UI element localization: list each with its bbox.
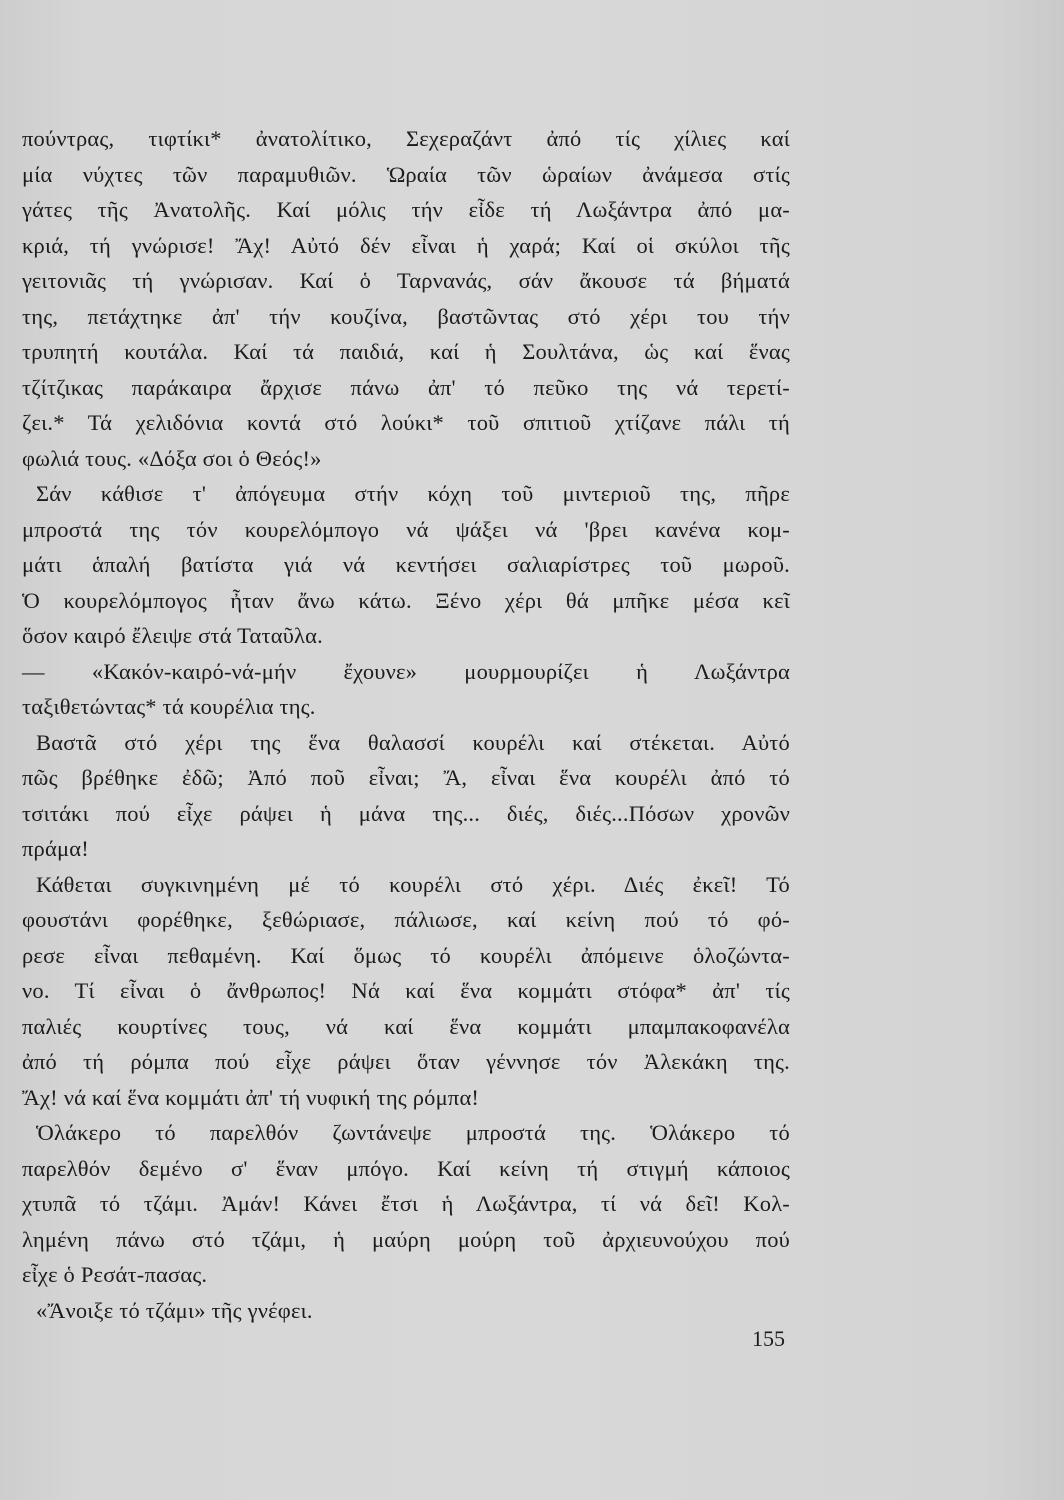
text-line: μπροστά της τόν κουρελόμπογο νά ψάξει νά 'βρει κανένα κομ- [22,516,790,542]
text-line: φουστάνι φορέθηκε, ξεθώριασε, πάλιωσε, καί κείνη πού τό φό- [22,907,790,932]
text-line: γάτες τῆς Ἀνατολῆς. Καί μόλις τήν εἶδε τή Λωξάντρα ἀπό μα- [22,197,790,222]
text-line: Σάν κάθισε τ' ἀπόγευμα στήν κόχη τοῦ μιντεριοῦ της, πῆρε [36,481,790,506]
text-line: γειτονιᾶς τή γνώρισαν. Καί ὁ Ταρνανάς, σάν ἄκουσε τά βήματά [22,268,790,293]
text-line: Ὁ κουρελόμπογος ἦταν ἄνω κάτω. Ξένο χέρι θά μπῆκε μέσα κεῖ [22,587,790,613]
text-line: Ἄχ! νά καί ἕνα κομμάτι ἀπ' τή νυφική της ρόμπα! [22,1084,480,1110]
text-line: τρυπητή κουτάλα. Καί τά παιδιά, καί ἡ Σουλτάνα, ὡς καί ἕνας [22,339,790,364]
text-line: ταξιθετώντας* τά κουρέλια της. [22,694,316,719]
text-line: ζει.* Τά χελιδόνια κοντά στό λούκι* τοῦ σπιτιοῦ χτίζανε πάλι τή [22,410,790,435]
text-line: Κάθεται συγκινημένη μέ τό κουρέλι στό χέρι. Διές ἐκεῖ! Τό [36,871,790,897]
text-line: κριά, τή γνώρισε! Ἄχ! Αὐτό δέν εἶναι ἡ χαρά; Καί οἱ σκύλοι τῆς [22,232,790,258]
text-line: της, πετάχτηκε ἀπ' τήν κουζίνα, βαστῶντας στό χέρι του τήν [22,303,790,329]
text-line: Ὁλάκερο τό παρελθόν ζωντάνεψε μπροστά της. Ὁλάκερο τό [36,1120,790,1145]
text-line: εἶχε ὁ Ρεσάτ-πασας. [22,1262,208,1287]
text-line: ὅσον καιρό ἔλειψε στά Ταταῦλα. [22,623,323,648]
text-line: ἀπό τή ρόμπα πού εἶχε ράψει ὅταν γέννησε τόν Ἀλεκάκη της. [22,1049,790,1074]
text-line: πράμα! [22,836,89,861]
text-line: παρελθόν δεμένο σ' ἕναν μπόγο. Καί κείνη τή στιγμή κάποιος [22,1155,790,1181]
text-line: «Ἄνοιξε τό τζάμι» τῆς γνέφει. [36,1297,313,1323]
text-line: πῶς βρέθηκε ἐδῶ; Ἀπό ποῦ εἶναι; Ἄ, εἶναι ἕνα κουρέλι ἀπό τό [22,765,790,790]
text-line: χτυπᾶ τό τζάμι. Ἀμάν! Κάνει ἔτσι ἡ Λωξάντρα, τί νά δεῖ! Κολ- [22,1191,790,1216]
page-number: 155 [752,1326,785,1351]
text-line: πούντρας, τιφτίκι* ἀνατολίτικο, Σεχεραζάντ ἀπό τίς χίλιες καί [22,126,790,151]
text-line: φωλιά τους. «Δόξα σοι ὁ Θεός!» [22,445,322,471]
text-line: μία νύχτες τῶν παραμυθιῶν. Ὡραία τῶν ὡραίων ἀνάμεσα στίς [22,161,790,187]
text-line: — «Κακόν-καιρό-νά-μήν ἔχουνε» μουρμουρίζει ἡ Λωξάντρα [22,658,790,684]
text-line: μάτι ἁπαλή βατίστα γιά νά κεντήσει σαλιαρίστρες τοῦ μωροῦ. [22,552,790,577]
text-line: τσιτάκι πού εἶχε ράψει ἡ μάνα της... διές, διές...Πόσων χρονῶν [22,800,790,826]
text-line: λημένη πάνω στό τζάμι, ἡ μαύρη μούρη τοῦ ἀρχιευνούχου πού [22,1226,790,1252]
text-line: τζίτζικας παράκαιρα ἄρχισε πάνω ἀπ' τό πεῦκο της νά τερετί- [22,374,790,400]
text-line: νο. Τί εἶναι ὁ ἄνθρωπος! Νά καί ἕνα κομμάτι στόφα* ἀπ' τίς [22,978,790,1003]
body-text [22,121,790,1328]
text-line: Βαστᾶ στό χέρι της ἕνα θαλασσί κουρέλι καί στέκεται. Αὐτό [36,729,790,755]
text-line: ρεσε εἶναι πεθαμένη. Καί ὅμως τό κουρέλι ἀπόμεινε ὁλοζώντα- [22,942,790,968]
text-line: παλιές κουρτίνες τους, νά καί ἕνα κομμάτι μπαμπακοφανέλα [22,1013,790,1039]
